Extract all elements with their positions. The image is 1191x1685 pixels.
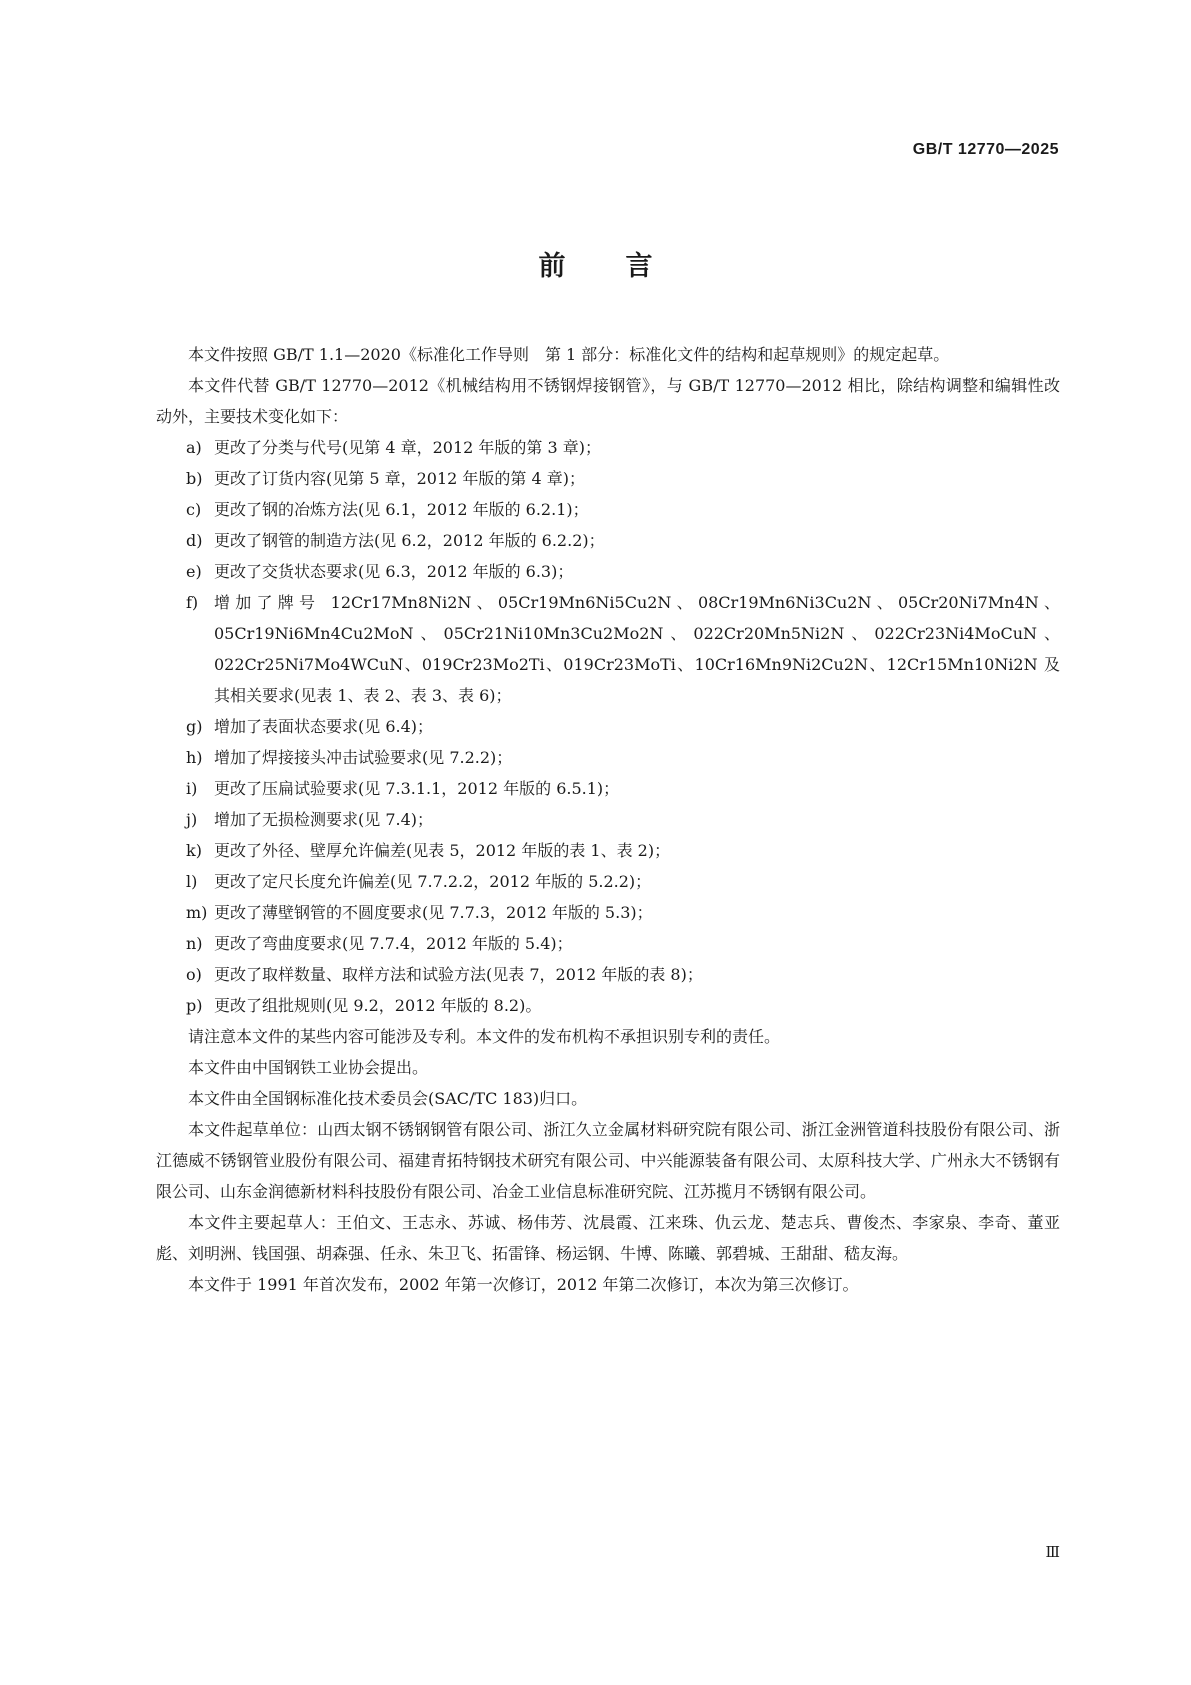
list-item-text: 增加了焊接接头冲击试验要求(见 7.2.2)； — [214, 748, 513, 767]
list-item — [156, 742, 1060, 773]
list-item-text: 更改了弯曲度要求(见 7.7.4，2012 年版的 5.4)； — [214, 934, 573, 953]
list-item-text: 更改了压扁试验要求(见 7.3.1.1，2012 年版的 6.5.1)； — [214, 779, 620, 798]
list-item-text: 更改了组批规则(见 9.2，2012 年版的 8.2)。 — [214, 996, 542, 1015]
changes-list — [156, 432, 1060, 1021]
list-marker: d) — [186, 531, 203, 550]
list-item — [156, 897, 1060, 928]
list-marker: m) — [186, 903, 208, 922]
list-item-text: 更改了取样数量、取样方法和试验方法(见表 7，2012 年版的表 8)； — [214, 965, 703, 984]
list-marker: n) — [186, 934, 203, 953]
committee-paragraph: 本文件由全国钢标准化技术委员会(SAC/TC 183)归口。 — [188, 1089, 588, 1108]
list-item-text: 增加了无损检测要求(见 7.4)； — [214, 810, 434, 829]
list-item — [156, 587, 1060, 711]
list-item-text: 更改了定尺长度允许偏差(见 7.7.2.2，2012 年版的 5.2.2)； — [214, 872, 652, 891]
list-item-text: 增加了牌号 12Cr17Mn8Ni2N、05Cr19Mn6Ni5Cu2N、08Cr19Mn6Ni3Cu2N、05Cr20Ni7Mn4N、05Cr19Ni6Mn4Cu2MoN、05Cr21Ni10Mn3Cu2Mo2N、022Cr20Mn5Ni2N、022Cr23Ni4MoCuN、022Cr25Ni7Mo4WCuN、019Cr23Mo2Ti、019Cr23MoTi、10Cr16Mn9Ni2Cu2N、12Cr15Mn10Ni2N 及其相关要求(见表 1、表 2、表 3、表 6)； — [214, 593, 1060, 705]
list-item-text: 更改了钢的冶炼方法(见 6.1，2012 年版的 6.2.1)； — [214, 500, 589, 519]
drafters-paragraph: 本文件主要起草人：王伯文、王志永、苏诚、杨伟芳、沈晨霞、江来珠、仇云龙、楚志兵、曹俊杰、李家泉、李奇、董亚彪、刘明洲、钱国强、胡森强、任永、朱卫飞、拓雷锋、杨运钢、牛博、陈曦、郭碧城、王甜甜、嵇友海。 — [156, 1213, 1060, 1263]
list-item — [156, 432, 1060, 463]
list-item — [156, 866, 1060, 897]
patent-notice: 请注意本文件的某些内容可能涉及专利。本文件的发布机构不承担识别专利的责任。 — [188, 1027, 781, 1046]
list-marker: j) — [186, 810, 198, 829]
proposer-paragraph: 本文件由中国钢铁工业协会提出。 — [188, 1058, 429, 1077]
list-item — [156, 928, 1060, 959]
list-item-text: 更改了订货内容(见第 5 章，2012 年版的第 4 章)； — [214, 469, 585, 488]
list-item — [156, 463, 1060, 494]
document-code: GB/T 12770—2025 — [912, 141, 1059, 158]
list-item — [156, 990, 1060, 1021]
list-item — [156, 804, 1060, 835]
list-marker: i) — [186, 779, 198, 798]
list-item-text: 更改了钢管的制造方法(见 6.2，2012 年版的 6.2.2)； — [214, 531, 605, 550]
list-item-text: 更改了分类与代号(见第 4 章，2012 年版的第 3 章)； — [214, 438, 601, 457]
list-marker: g) — [186, 717, 203, 736]
history-paragraph: 本文件于 1991 年首次发布，2002 年第一次修订，2012 年第二次修订，本次为第三次修订。 — [188, 1275, 859, 1294]
paragraph: 本文件代替 GB/T 12770—2012《机械结构用不锈钢焊接钢管》，与 GB/T 12770—2012 相比，除结构调整和编辑性改动外，主要技术变化如下： — [156, 376, 1060, 426]
list-item — [156, 773, 1060, 804]
list-item — [156, 525, 1060, 556]
paragraph: 本文件按照 GB/T 1.1—2020《标准化工作导则 第 1 部分：标准化文件的结构和起草规则》的规定起草。 — [188, 345, 950, 364]
list-item-text: 更改了外径、壁厚允许偏差(见表 5，2012 年版的表 1、表 2)； — [214, 841, 671, 860]
list-item — [156, 711, 1060, 742]
list-item-text: 更改了薄壁钢管的不圆度要求(见 7.7.3，2012 年版的 5.3)； — [214, 903, 653, 922]
preface-content — [156, 339, 1060, 1300]
list-marker: o) — [186, 965, 202, 984]
list-marker: e) — [186, 562, 202, 581]
list-item — [156, 556, 1060, 587]
list-marker: a) — [186, 438, 202, 457]
drafting-units-paragraph: 本文件起草单位：山西太钢不锈钢钢管有限公司、浙江久立金属材料研究院有限公司、浙江金洲管道科技股份有限公司、浙江德威不锈钢管业股份有限公司、福建青拓特钢技术研究有限公司、中兴能源装备有限公司、太原科技大学、广州永大不锈钢有限公司、山东金润德新材料科技股份有限公司、冶金工业信息标准研究院、江苏揽月不锈钢有限公司。 — [156, 1120, 1060, 1201]
list-item — [156, 959, 1060, 990]
list-marker: h) — [186, 748, 203, 767]
list-marker: k) — [186, 841, 202, 860]
list-marker: l) — [186, 872, 198, 891]
page-number: Ⅲ — [1045, 1543, 1060, 1561]
list-marker: f) — [186, 593, 199, 612]
list-item-text: 更改了交货状态要求(见 6.3，2012 年版的 6.3)； — [214, 562, 574, 581]
list-marker: c) — [186, 500, 202, 519]
list-item — [156, 835, 1060, 866]
page-title: 前言 — [538, 251, 713, 282]
list-marker: b) — [186, 469, 203, 488]
list-marker: p) — [186, 996, 203, 1015]
list-item — [156, 494, 1060, 525]
list-item-text: 增加了表面状态要求(见 6.4)； — [214, 717, 434, 736]
